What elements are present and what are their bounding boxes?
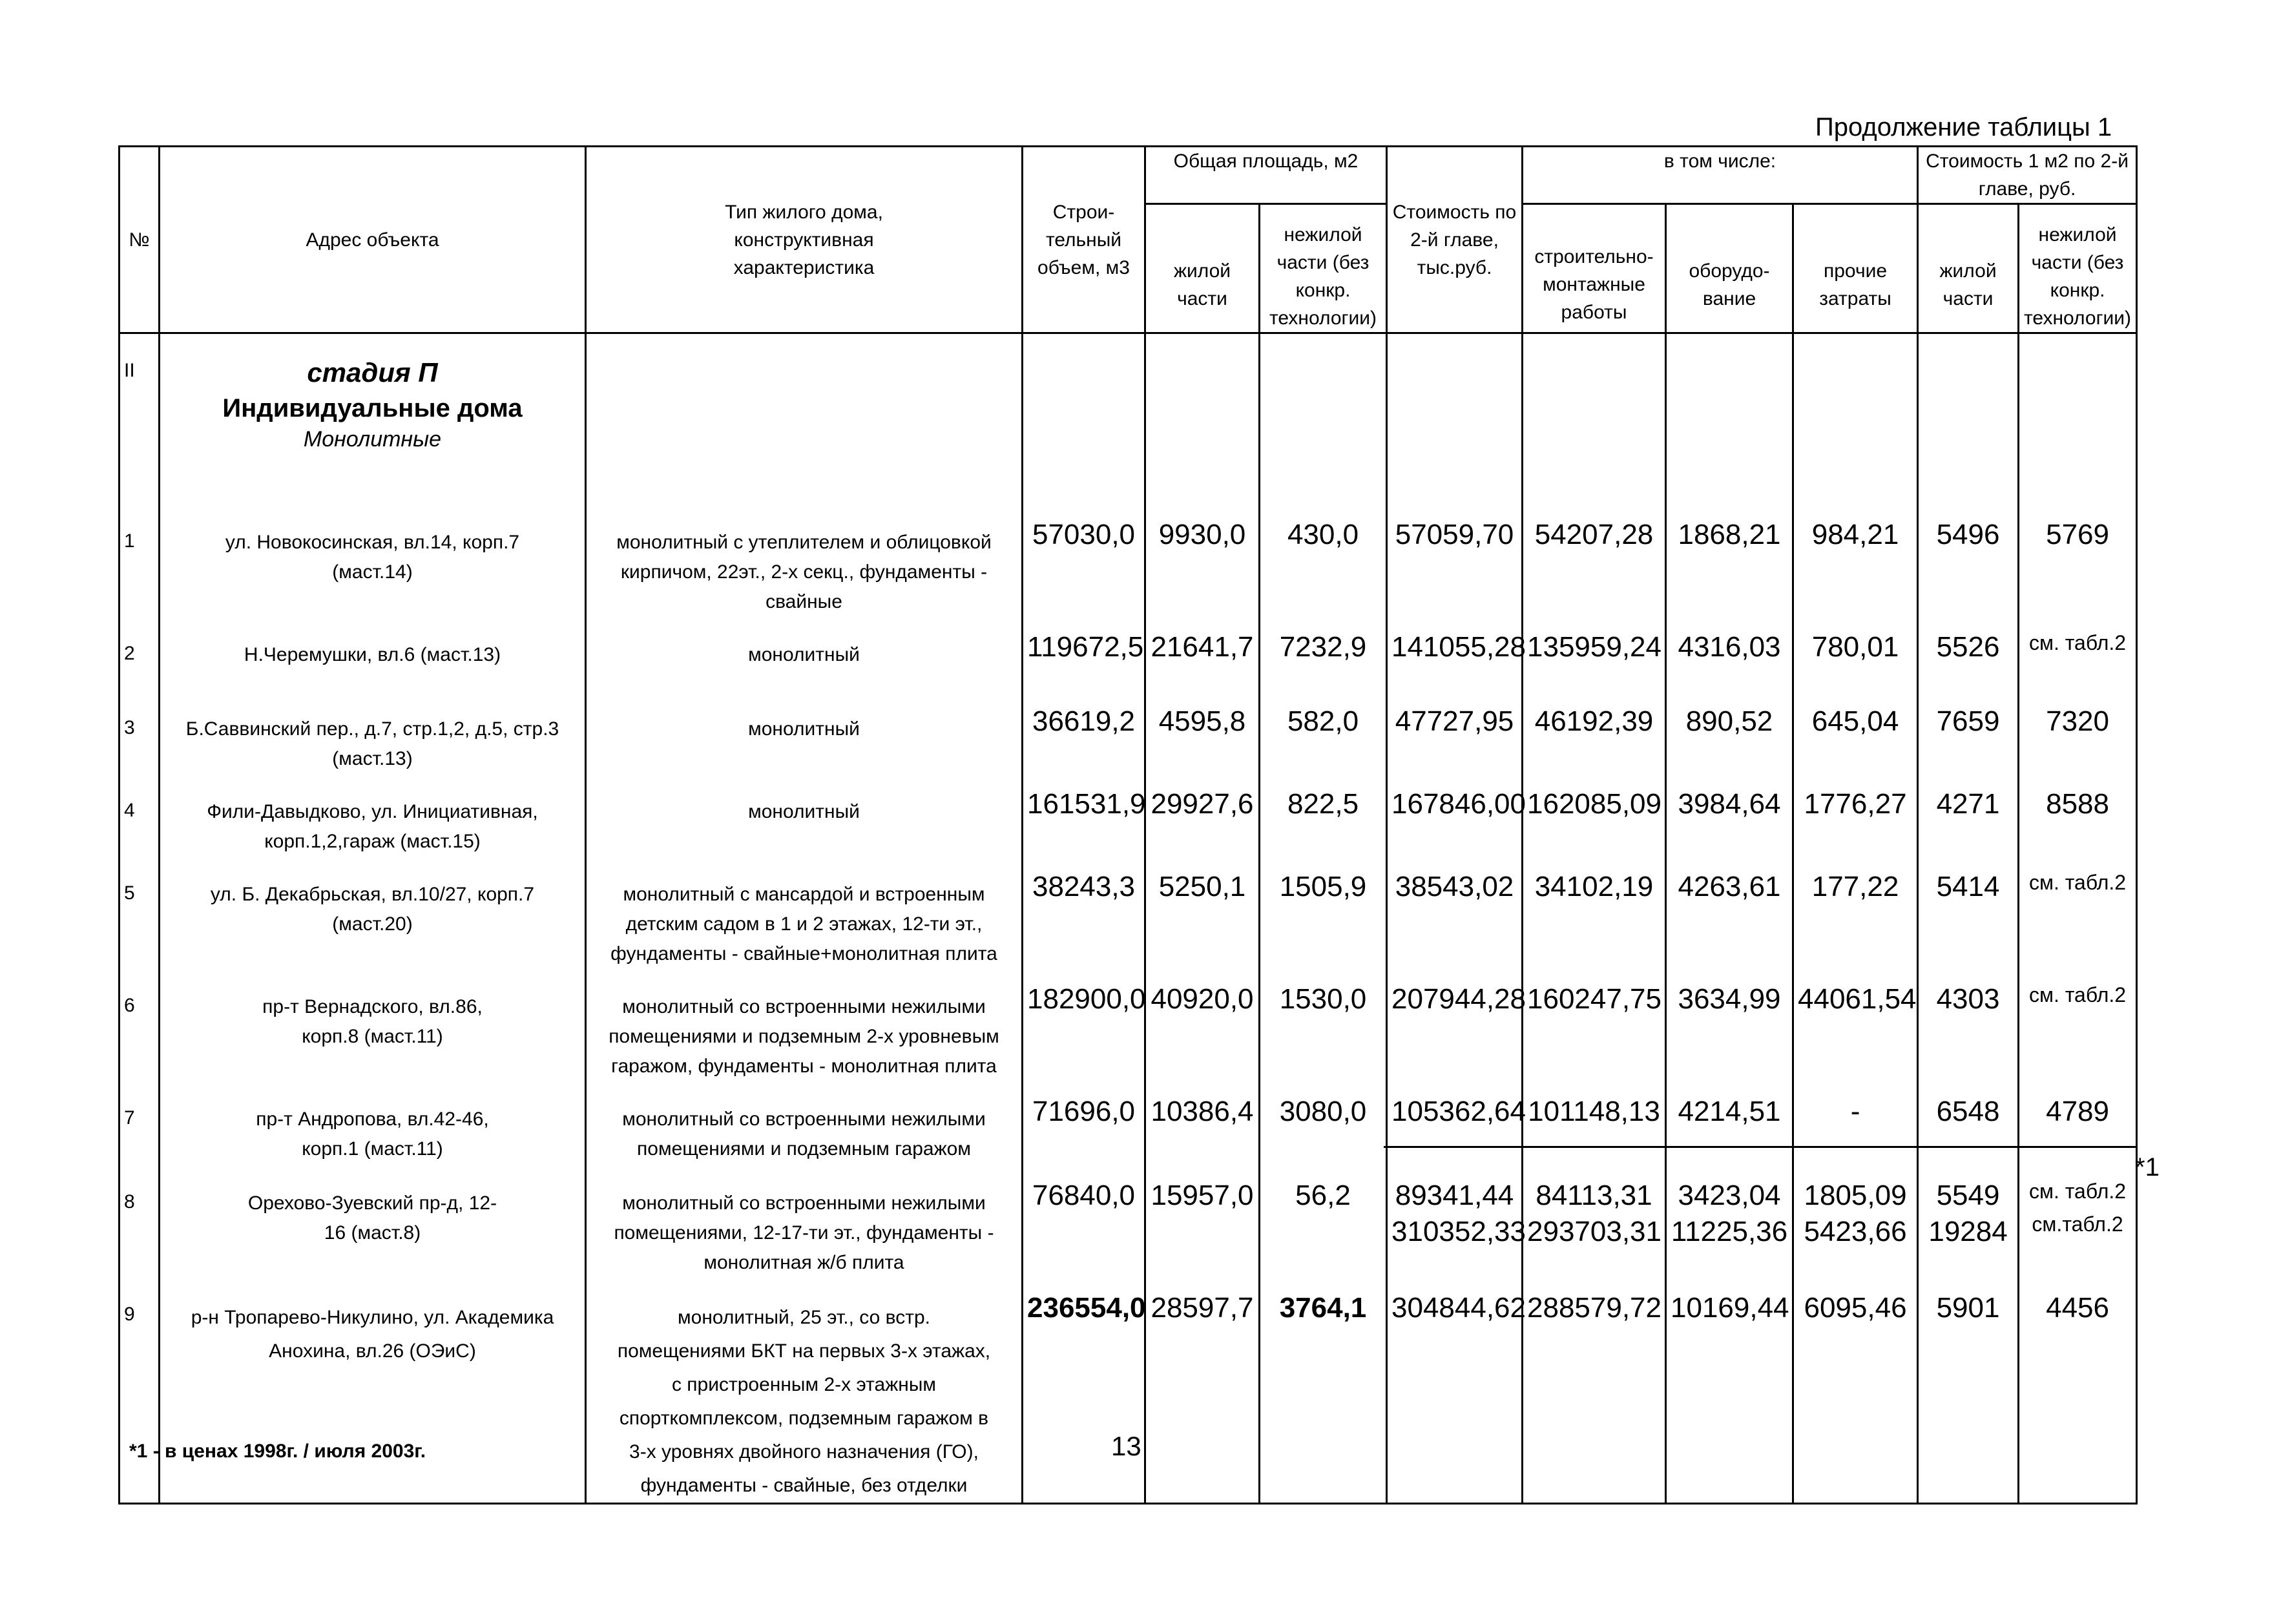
- row-other: -: [1793, 1081, 1918, 1165]
- hdr-cost: Стоимость по 2-й главе, тыс.руб.: [1387, 147, 1523, 333]
- row-m2-nonres: 7320: [2019, 691, 2137, 774]
- row-equipment: 4316,03: [1666, 617, 1793, 691]
- row-equipment: 890,52: [1666, 691, 1793, 774]
- page-number: 13: [1111, 1431, 1141, 1461]
- row-volume: 236554,0: [1023, 1278, 1145, 1504]
- hdr-m2-group: Стоимость 1 м2 по 2-й главе, руб.: [1918, 147, 2137, 204]
- row-smr: 162085,09: [1523, 774, 1666, 857]
- row-other: 1776,27: [1793, 774, 1918, 857]
- table-row: [120, 505, 2137, 617]
- row-area-nonres: 1505,9: [1260, 857, 1387, 969]
- row-equipment: 3984,64: [1666, 774, 1793, 857]
- row-area-res: 10386,4: [1145, 1081, 1260, 1165]
- row-type: монолитный со встроенными нежилыми помещениями, 12-17-ти эт., фундаменты - монолитная ж/б плита: [586, 1165, 1023, 1278]
- row-area-res: 5250,1: [1145, 857, 1260, 969]
- cost-table: [118, 145, 2138, 1504]
- row-m2-nonres: 4456: [2019, 1278, 2137, 1504]
- table-row: [120, 617, 2137, 691]
- hdr-no: №: [120, 147, 160, 333]
- row-smr: 54207,28: [1523, 505, 1666, 617]
- row-area-res: 28597,7: [1145, 1278, 1260, 1504]
- row-m2-nonres: см. табл.2: [2019, 857, 2137, 969]
- row-address: Орехово-Зуевский пр-д, 12-16 (маст.8): [160, 1165, 586, 1278]
- row-area-res: 9930,0: [1145, 505, 1260, 617]
- table-row: [120, 1081, 2137, 1165]
- table-row: [120, 691, 2137, 774]
- footnote: *1 - в ценах 1998г. / июля 2003г.: [129, 1441, 426, 1462]
- row-area-nonres: 56,2: [1260, 1165, 1387, 1278]
- row-volume: 119672,5: [1023, 617, 1145, 691]
- row-address: Б.Саввинский пер., д.7, стр.1,2, д.5, стр.3 (маст.13): [160, 691, 586, 774]
- row-smr: 160247,75: [1523, 969, 1666, 1081]
- row-cost: 38543,02: [1387, 857, 1523, 969]
- row-cost: 141055,28: [1387, 617, 1523, 691]
- subtotal-divider: [1384, 1146, 2136, 1148]
- row-other: [1793, 1165, 1918, 1278]
- row-equipment: 10169,44: [1666, 1278, 1793, 1504]
- row-area-res: 21641,7: [1145, 617, 1260, 691]
- row-m2-res: 4303: [1918, 969, 2019, 1081]
- row-equipment: [1666, 1165, 1793, 1278]
- row-m2-nonres: 8588: [2019, 774, 2137, 857]
- hdr-incl-other: прочие затраты: [1793, 204, 1918, 333]
- row-type: монолитный с утеплителем и облицовкой кирпичом, 22эт., 2-х секц., фундаменты - свайные: [586, 505, 1023, 617]
- row-volume: 38243,3: [1023, 857, 1145, 969]
- row-smr: 34102,19: [1523, 857, 1666, 969]
- row-m2-res: 4271: [1918, 774, 2019, 857]
- row-other: 645,04: [1793, 691, 1918, 774]
- row-m2-res: 7659: [1918, 691, 2019, 774]
- row-number: 8: [120, 1165, 160, 1278]
- row-volume: 161531,9: [1023, 774, 1145, 857]
- row-address: пр-т Андропова, вл.42-46, корп.1 (маст.11): [160, 1081, 586, 1165]
- row-cost-total: 310352,33: [1391, 1215, 1526, 1247]
- row-other: 984,21: [1793, 505, 1918, 617]
- row-cost: 47727,95: [1387, 691, 1523, 774]
- row-number: 6: [120, 969, 160, 1081]
- hdr-incl-group: в том числе:: [1523, 147, 1918, 204]
- row-area-res: 15957,0: [1145, 1165, 1260, 1278]
- row-area-nonres: 1530,0: [1260, 969, 1387, 1081]
- row-area-nonres: 582,0: [1260, 691, 1387, 774]
- row-number: 4: [120, 774, 160, 857]
- row-m2-nonres-value: см. табл.2: [2028, 1179, 2127, 1203]
- hdr-incl-equip: оборудо-вание: [1666, 204, 1793, 333]
- row-cost: 167846,00: [1387, 774, 1523, 857]
- hdr-area-nonres: нежилой части (без конкр. технологии): [1260, 204, 1387, 333]
- row-m2-res: 6548: [1918, 1081, 2019, 1165]
- row-other-value: 1805,09: [1804, 1179, 1907, 1211]
- row-type: монолитный, 25 эт., со встр. помещениями БКТ на первых 3-х этажах, с пристроенным 2-х этажным спорткомплексом, подземным гаражом в 3-х уровнях двойного назначения (ГО), фундаменты - свайные, без отделки: [586, 1278, 1023, 1504]
- row-m2-nonres: см. табл.2: [2019, 969, 2137, 1081]
- row-number: 1: [120, 505, 160, 617]
- table-row: [120, 969, 2137, 1081]
- row-cost: 57059,70: [1387, 505, 1523, 617]
- row-equipment-total: 11225,36: [1671, 1215, 1788, 1247]
- row-address: ул. Новокосинская, вл.14, корп.7 (маст.14): [160, 505, 586, 617]
- row-m2-nonres-total: см.табл.2: [2032, 1212, 2123, 1236]
- row-number: 5: [120, 857, 160, 969]
- group-label: Индивидуальные дома: [222, 394, 523, 422]
- row-m2-res-value: 5549: [1936, 1179, 2000, 1211]
- row-smr: 288579,72: [1523, 1278, 1666, 1504]
- row-type: монолитный со встроенными нежилыми помещениями и подземным 2-х уровневым гаражом, фундаменты - монолитная плита: [586, 969, 1023, 1081]
- hdr-volume: Строи-тельный объем, м3: [1023, 147, 1145, 333]
- row-area-res: 4595,8: [1145, 691, 1260, 774]
- row-smr: [1523, 1165, 1666, 1278]
- row-m2-res: 5496: [1918, 505, 2019, 617]
- row-smr: 135959,24: [1523, 617, 1666, 691]
- row-other-total: 5423,66: [1804, 1215, 1907, 1247]
- row-other: 44061,54: [1793, 969, 1918, 1081]
- row-type: монолитный: [586, 691, 1023, 774]
- table-caption: Продолжение таблицы 1: [1815, 113, 2112, 141]
- row-cost-value: 89341,44: [1395, 1179, 1514, 1211]
- row-m2-nonres: см. табл.2: [2019, 617, 2137, 691]
- table-row: [120, 774, 2137, 857]
- row-cost: 105362,64: [1387, 1081, 1523, 1165]
- row-area-nonres: 7232,9: [1260, 617, 1387, 691]
- row-m2-nonres: [2019, 1165, 2137, 1278]
- section-heading: [160, 333, 586, 505]
- stage-label: стадия П: [307, 357, 438, 388]
- row-m2-nonres: 5769: [2019, 505, 2137, 617]
- row-area-nonres: 430,0: [1260, 505, 1387, 617]
- hdr-type: Тип жилого дома, конструктивная характеристика: [586, 147, 1023, 333]
- row-m2-res: 5901: [1918, 1278, 2019, 1504]
- row-other: 177,22: [1793, 857, 1918, 969]
- row-number: 9: [120, 1278, 160, 1504]
- hdr-incl-smr: строительно-монтажные работы: [1523, 204, 1666, 333]
- row-equipment: 3634,99: [1666, 969, 1793, 1081]
- hdr-address: Адрес объекта: [160, 147, 586, 333]
- footnote-mark: *1: [2135, 1153, 2160, 1182]
- row-cost: [1387, 1165, 1526, 1278]
- section-roman: II: [120, 333, 160, 505]
- row-volume: 182900,0: [1023, 969, 1145, 1081]
- row-volume: 76840,0: [1023, 1165, 1145, 1278]
- table-row: [120, 1165, 2137, 1278]
- row-volume: 57030,0: [1023, 505, 1145, 617]
- row-address: р-н Тропарево-Никулино, ул. Академика Анохина, вл.26 (ОЭиС): [160, 1278, 586, 1504]
- row-smr: 46192,39: [1523, 691, 1666, 774]
- row-area-nonres: 822,5: [1260, 774, 1387, 857]
- row-area-nonres: 3080,0: [1260, 1081, 1387, 1165]
- row-number: 7: [120, 1081, 160, 1165]
- row-address: ул. Б. Декабрьская, вл.10/27, корп.7 (маст.20): [160, 857, 586, 969]
- row-address: пр-т Вернадского, вл.86, корп.8 (маст.11): [160, 969, 586, 1081]
- row-volume: 71696,0: [1023, 1081, 1145, 1165]
- row-area-nonres: 3764,1: [1260, 1278, 1387, 1504]
- row-type: монолитный со встроенными нежилыми помещениями и подземным гаражом: [586, 1081, 1023, 1165]
- row-cost: 304844,62: [1387, 1278, 1523, 1504]
- row-m2-nonres: 4789: [2019, 1081, 2137, 1165]
- row-m2-res: 5414: [1918, 857, 2019, 969]
- row-address: Н.Черемушки, вл.6 (маст.13): [160, 617, 586, 691]
- row-other: 780,01: [1793, 617, 1918, 691]
- row-type: монолитный: [586, 774, 1023, 857]
- row-equipment: 1868,21: [1666, 505, 1793, 617]
- row-smr: 101148,13: [1523, 1081, 1666, 1165]
- row-volume: 36619,2: [1023, 691, 1145, 774]
- hdr-m2-nonres: нежилой части (без конкр. технологии): [2019, 204, 2137, 333]
- row-number: 3: [120, 691, 160, 774]
- row-equipment: 4214,51: [1666, 1081, 1793, 1165]
- row-cost: 207944,28: [1387, 969, 1523, 1081]
- hdr-area-group: Общая площадь, м2: [1145, 147, 1387, 204]
- row-m2-res: 5526: [1918, 617, 2019, 691]
- row-type: монолитный: [586, 617, 1023, 691]
- row-m2-res: [1918, 1165, 2019, 1278]
- table-row: [120, 857, 2137, 969]
- hdr-m2-res: жилой части: [1918, 204, 2019, 333]
- hdr-area-res: жилой части: [1145, 204, 1260, 333]
- row-number: 2: [120, 617, 160, 691]
- row-equipment-value: 3423,04: [1678, 1179, 1781, 1211]
- row-smr-total: 293703,31: [1527, 1215, 1661, 1247]
- subgroup-label: Монолитные: [303, 427, 442, 452]
- row-address: Фили-Давыдково, ул. Инициативная, корп.1,2,гараж (маст.15): [160, 774, 586, 857]
- table-row: [120, 1278, 2137, 1504]
- row-equipment: 4263,61: [1666, 857, 1793, 969]
- row-m2-res-total: 19284: [1928, 1215, 2008, 1247]
- row-area-res: 29927,6: [1145, 774, 1260, 857]
- row-other: 6095,46: [1793, 1278, 1918, 1504]
- row-smr-value: 84113,31: [1536, 1179, 1652, 1211]
- row-area-res: 40920,0: [1145, 969, 1260, 1081]
- row-type: монолитный с мансардой и встроенным детским садом в 1 и 2 этажах, 12-ти эт., фундаменты - свайные+монолитная плита: [586, 857, 1023, 969]
